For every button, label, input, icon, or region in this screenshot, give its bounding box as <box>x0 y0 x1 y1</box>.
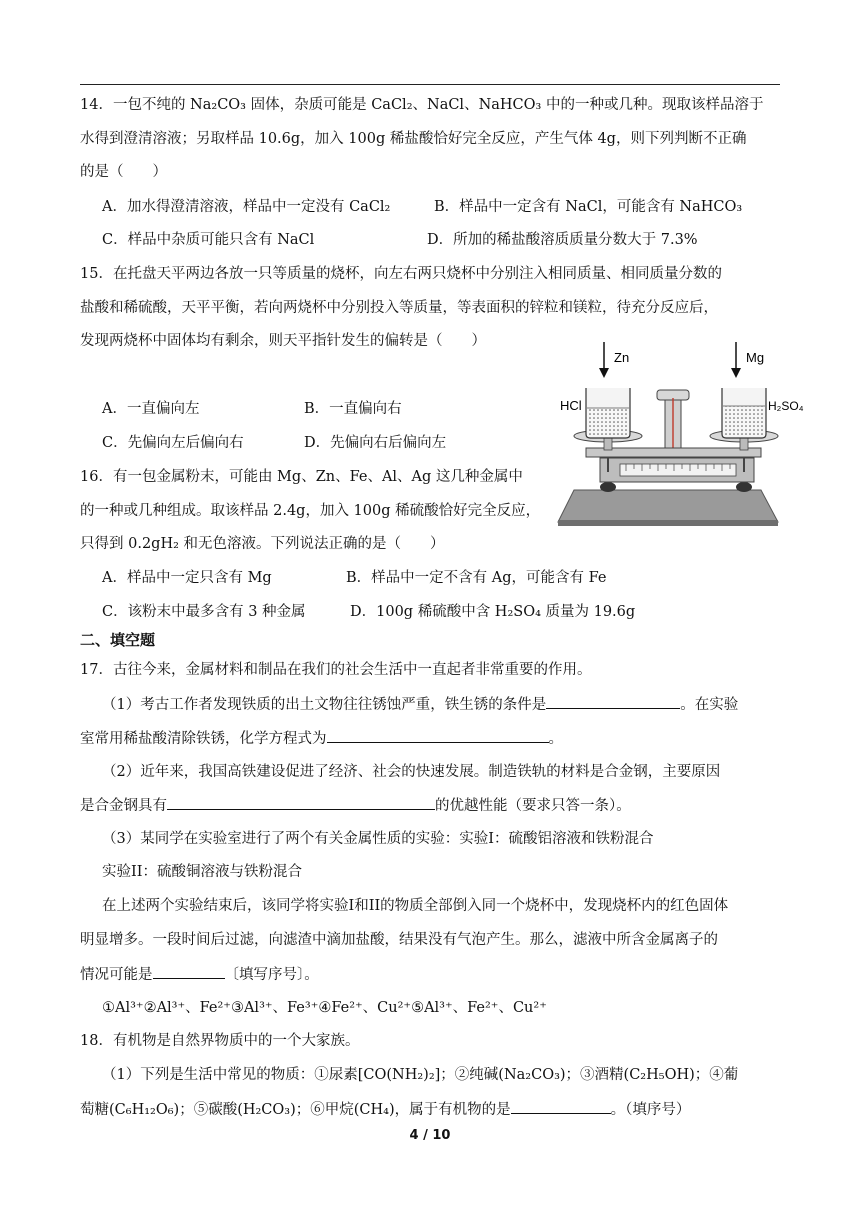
q18-part1-text-c: 。（填序号） <box>610 1102 691 1118</box>
header-rule <box>80 84 780 85</box>
q17-part1-line2 <box>80 728 563 749</box>
q18-part1-line2 <box>80 1099 690 1120</box>
page-number: 4 / 10 <box>409 1128 451 1143</box>
q16-stem-line1: 16．有一包金属粉末，可能由 Mg、Zn、Fe、Al、Ag 这几种金属中 <box>80 469 523 485</box>
q15-option-c: C．先偏向左后偏向右 <box>102 435 244 451</box>
q16-option-d: D．100g 稀硫酸中含 H₂SO₄ 质量为 19.6g <box>350 604 636 620</box>
q17-part1-text-c: 室常用稀盐酸清除铁锈，化学方程式为 <box>80 731 327 747</box>
figure-left-acid: HCl <box>560 398 582 413</box>
q14-option-a: A．加水得澄清溶液，样品中一定没有 CaCl₂ <box>102 199 391 215</box>
q18-organic-blank[interactable] <box>511 1099 611 1114</box>
q17-ions-blank[interactable] <box>153 964 225 979</box>
q16-option-c: C．该粉末中最多含有 3 种金属 <box>102 604 306 620</box>
q17-intro: 17．古往今来，金属材料和制品在我们的社会生活中一直起者非常重要的作用。 <box>80 662 592 678</box>
q17-part3-text-e: 情况可能是 <box>80 967 153 983</box>
q17-part3-line2: 实验II：硫酸铜溶液与铁粉混合 <box>102 864 302 880</box>
q15-stem-line2: 盐酸和稀硫酸，天平平衡，若向两烧杯中分别投入等质量，等表面积的锌粒和镁粒，待充分反应后， <box>80 300 718 316</box>
q16-option-a: A．样品中一定只含有 Mg <box>102 570 272 586</box>
q17-part1-text-b: 。在实验 <box>680 697 739 713</box>
q17-ion-options: ①Al³⁺②Al³⁺、Fe²⁺③Al³⁺、Fe³⁺④Fe²⁺、Cu²⁺⑤Al³⁺、Fe²⁺、Cu²⁺ <box>102 1000 547 1016</box>
q15-stem-line1: 15．在托盘天平两边各放一只等质量的烧杯，向左右两只烧杯中分别注入相同质量、相同质量分数的 <box>80 266 722 282</box>
figure-right-acid: H₂SO₄ <box>768 399 804 413</box>
q17-part2-text-c: 的优越性能（要求只答一条）。 <box>435 798 631 814</box>
q17-part3-line3: 在上述两个实验结束后，该同学将实验I和II的物质全部倒入同一个烧杯中，发现烧杯内的红色固体 <box>102 898 729 914</box>
q15-option-a: A．一直偏向左 <box>102 401 200 417</box>
q17-part3-line5 <box>80 964 319 985</box>
figure-left-metal: Zn <box>614 350 630 365</box>
q18-part1-line1: （1）下列是生活中常见的物质：①尿素[CO(NH₂)₂]；②纯碱(Na₂CO₃)；③酒精(C₂H₅OH)；④葡 <box>102 1067 739 1083</box>
q14-stem-line3: 的是（ ） <box>80 164 167 180</box>
q18-intro: 18．有机物是自然界物质中的一个大家族。 <box>80 1033 360 1049</box>
q15-option-b: B．一直偏向右 <box>304 401 402 417</box>
q17-rust-conditions-blank[interactable] <box>546 694 680 709</box>
q14-option-b: B．样品中一定含有 NaCl，可能含有 NaHCO₃ <box>434 199 743 215</box>
q17-part1-text-a: （1）考古工作者发现铁质的出土文物往往锈蚀严重，铁生锈的条件是 <box>102 697 547 713</box>
q17-alloy-property-blank[interactable] <box>167 795 435 810</box>
q17-part3-text-f: 〔填写序号〕。 <box>224 967 319 983</box>
figure-right-metal: Mg <box>746 350 765 365</box>
q14-stem-line2: 水得到澄清溶液；另取样品 10.6g，加入 100g 稀盐酸恰好完全反应，产生气体 4g，则下列判断不正确 <box>80 131 747 147</box>
q17-part3-line4: 明显增多。一段时间后过滤，向滤渣中滴加盐酸，结果没有气泡产生。那么，滤液中所含金属离子的 <box>80 932 718 948</box>
q17-part2-line1: （2）近年来，我国高铁建设促进了经济、社会的快速发展。制造铁轨的材料是合金钢，主要原因 <box>102 764 721 780</box>
section-title-fill-in: 二、填空题 <box>80 631 156 649</box>
q16-stem-line3: 只得到 0.2gH₂ 和无色溶液。下列说法正确的是（ ） <box>80 536 445 552</box>
q17-part1-line1 <box>102 694 738 715</box>
q14-option-c: C．样品中杂质可能只含有 NaCl <box>102 232 315 248</box>
q14-stem-line1: 14．一包不纯的 Na₂CO₃ 固体，杂质可能是 CaCl₂、NaCl、NaHCO₃ 中的一种或几种。现取该样品溶于 <box>80 97 764 113</box>
q14-option-d: D．所加的稀盐酸溶质质量分数大于 7.3% <box>427 232 698 248</box>
q17-part1-text-d: 。 <box>548 731 563 747</box>
q17-equation-blank[interactable] <box>327 728 549 743</box>
q16-option-b: B．样品中一定不含有 Ag，可能含有 Fe <box>346 570 607 586</box>
q15-option-d: D．先偏向右后偏向左 <box>304 435 447 451</box>
q17-part3-line1: （3）某同学在实验室进行了两个有关金属性质的实验：实验I：硫酸铝溶液和铁粉混合 <box>102 831 654 847</box>
balance-scale-illustration <box>556 340 804 528</box>
q17-part2-text-b: 是合金钢具有 <box>80 798 167 814</box>
q16-stem-line2: 的一种或几种组成。取该样品 2.4g，加入 100g 稀硫酸恰好完全反应， <box>80 503 541 519</box>
q15-stem-line3: 发现两烧杯中固体均有剩余，则天平指针发生的偏转是（ ） <box>80 333 486 349</box>
balance-figure <box>556 340 804 528</box>
q18-part1-text-b: 萄糖(C₆H₁₂O₆)；⑤碳酸(H₂CO₃)；⑥甲烷(CH₄)，属于有机物的是 <box>80 1102 511 1118</box>
q17-part2-line2 <box>80 795 631 816</box>
